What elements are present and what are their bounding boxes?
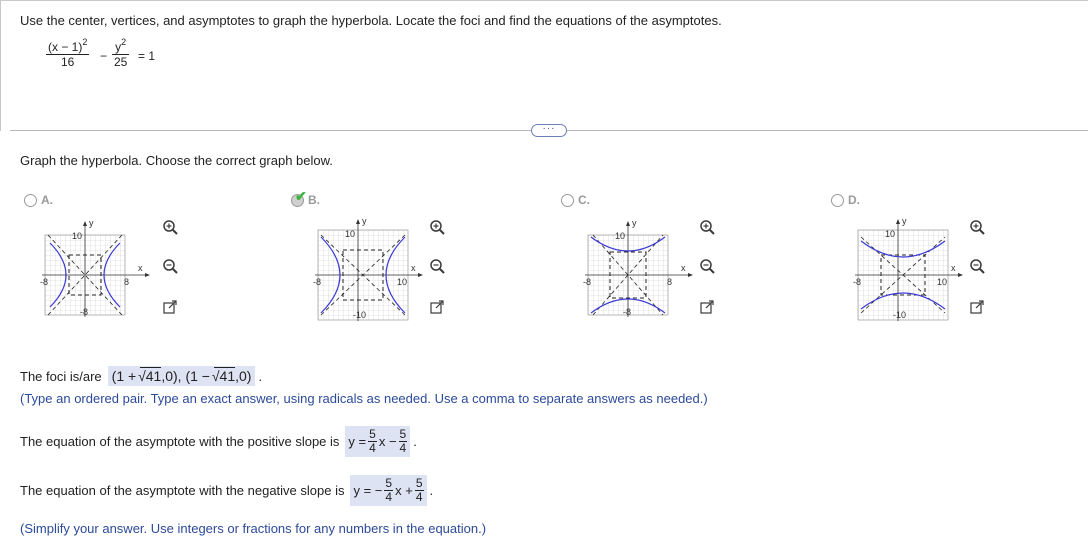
- option-d-graph: [853, 215, 973, 325]
- option-d-label: D.: [848, 193, 860, 207]
- tick-ymin: -10: [893, 310, 907, 320]
- option-c-radio[interactable]: [561, 194, 574, 207]
- frac-num: 5: [399, 427, 407, 441]
- tick-ymax: 10: [885, 229, 896, 239]
- option-b[interactable]: [291, 188, 531, 323]
- eq-lhs: y = −: [353, 483, 383, 498]
- asymptote-positive-prefix: The equation of the asymptote with the positive slope is: [20, 434, 340, 449]
- foci-suffix: .: [258, 368, 263, 384]
- x-axis-label: x: [411, 263, 416, 273]
- foci-sep: ,: [177, 368, 182, 384]
- eq-num1: (x − 1): [48, 40, 83, 54]
- frac-num: 5: [415, 476, 423, 490]
- option-a-graph: [40, 215, 160, 325]
- option-b-label: B.: [308, 193, 320, 207]
- eq-exp1: 2: [82, 37, 88, 47]
- y-axis-label: y: [632, 218, 637, 228]
- x-axis-label: x: [951, 263, 956, 273]
- option-a-radio[interactable]: [24, 194, 37, 207]
- option-d[interactable]: [831, 193, 1071, 323]
- frac-den: 4: [415, 490, 423, 504]
- zoom-out-icon[interactable]: [160, 256, 180, 276]
- zoom-in-icon[interactable]: [160, 217, 180, 237]
- eq-mid: x +: [395, 483, 413, 498]
- frac-num: 5: [369, 427, 376, 441]
- frac-den: 4: [385, 490, 393, 504]
- option-a[interactable]: [24, 193, 264, 323]
- eq-exp2: 2: [121, 37, 127, 47]
- asymptote-negative-suffix: .: [429, 483, 434, 498]
- zoom-in-icon[interactable]: [697, 217, 717, 237]
- hyperbola-equation: [46, 36, 176, 76]
- y-axis-label: y: [362, 216, 367, 226]
- expand-icon[interactable]: [967, 297, 987, 317]
- tick-xmin: -8: [853, 277, 862, 287]
- eq-den2: 25: [114, 55, 128, 69]
- more-button[interactable]: ···: [531, 124, 567, 137]
- foci-prefix: The foci is/are: [20, 368, 102, 384]
- tick-xmax: 10: [937, 277, 948, 287]
- option-d-radio[interactable]: [831, 194, 844, 207]
- tick-xmax: 8: [667, 277, 673, 287]
- foci-part: ,0): [235, 368, 252, 384]
- frac-den: 4: [369, 441, 376, 455]
- zoom-in-icon[interactable]: [427, 217, 447, 237]
- tick-xmin: -8: [40, 277, 49, 287]
- y-axis-label: y: [902, 216, 907, 226]
- tick-ymin: -8: [623, 307, 632, 317]
- correct-check-icon: ✔: [295, 188, 307, 204]
- tick-ymax: 10: [615, 231, 626, 241]
- asymptote-positive-answer-box[interactable]: [345, 426, 410, 457]
- x-axis-label: x: [138, 263, 143, 273]
- option-c-graph: [583, 215, 703, 325]
- foci-part: ,0): [161, 368, 178, 384]
- foci-part: (1 +: [111, 368, 141, 384]
- tick-ymax: 10: [345, 229, 356, 239]
- expand-icon[interactable]: [697, 297, 717, 317]
- fraction-x-term: [46, 37, 89, 69]
- eq-mid: x −: [378, 434, 397, 449]
- foci-radicand: 41: [145, 368, 162, 384]
- tick-ymax: 10: [72, 231, 83, 241]
- foci-answer-box[interactable]: (1 + √41,0), (1 − √41,0): [108, 366, 256, 386]
- eq-rhs: = 1: [138, 49, 156, 63]
- tick-xmax: 8: [124, 277, 130, 287]
- zoom-out-icon[interactable]: [427, 256, 447, 276]
- tick-ymin: -10: [353, 310, 367, 320]
- option-b-graph: [313, 215, 433, 325]
- eq-lhs: y =: [348, 434, 367, 449]
- foci-row: [20, 366, 262, 386]
- eq-num2: y: [115, 40, 122, 54]
- asymptote-negative-row: [20, 475, 433, 506]
- foci-radicand: 41: [219, 368, 236, 384]
- tick-xmin: -8: [583, 277, 592, 287]
- zoom-out-icon[interactable]: [967, 256, 987, 276]
- expand-icon[interactable]: [160, 297, 180, 317]
- expand-icon[interactable]: [427, 297, 447, 317]
- frac-den: 4: [399, 441, 407, 455]
- fraction-y-term: [112, 37, 129, 69]
- zoom-in-icon[interactable]: [967, 217, 987, 237]
- foci-hint: (Type an ordered pair. Type an exact answer, using radicals as needed. Use a comma to separate answers as needed.): [20, 391, 708, 406]
- option-a-label: A.: [41, 193, 53, 207]
- tick-ymin: -8: [80, 307, 89, 317]
- tick-xmax: 10: [397, 277, 408, 287]
- final-hint: (Simplify your answer. Use integers or fractions for any numbers in the equation.): [20, 521, 487, 536]
- option-c-label: C.: [578, 193, 590, 207]
- foci-part: (1 −: [185, 368, 214, 384]
- instruction-text: Graph the hyperbola. Choose the correct graph below.: [20, 153, 333, 168]
- zoom-out-icon[interactable]: [697, 256, 717, 276]
- asymptote-negative-answer-box[interactable]: [350, 475, 426, 506]
- y-axis-label: y: [89, 218, 94, 228]
- eq-minus: −: [100, 49, 108, 63]
- eq-den1: 16: [61, 55, 75, 69]
- frac-num: 5: [385, 476, 393, 490]
- tick-xmin: -8: [313, 277, 322, 287]
- asymptote-positive-suffix: .: [413, 434, 417, 449]
- asymptote-negative-prefix: The equation of the asymptote with the negative slope is: [20, 483, 345, 498]
- asymptote-positive-row: [20, 426, 417, 457]
- question-text: Use the center, vertices, and asymptotes to graph the hyperbola. Locate the foci and find the equations of the asymptotes.: [20, 13, 722, 28]
- x-axis-label: x: [681, 263, 686, 273]
- option-c[interactable]: [561, 193, 801, 323]
